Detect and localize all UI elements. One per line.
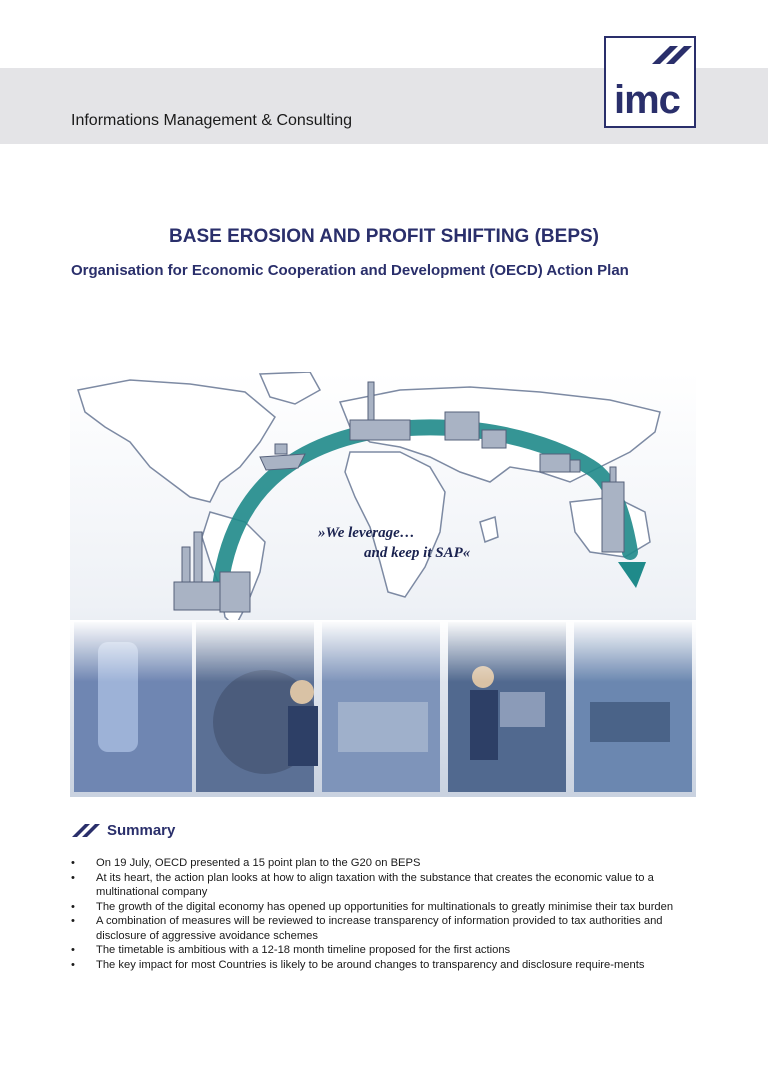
- summary-slash-icon: [72, 822, 100, 838]
- slogan: [318, 523, 470, 563]
- summary-list: [71, 856, 681, 972]
- list-item: • A combination of measures will be reviewed to increase transparency of information provided to tax authorities and disclosure of aggressive avoidance schemes: [71, 914, 681, 943]
- summary-heading: Summary: [107, 822, 176, 839]
- list-item: • On 19 July, OECD presented a 15 point plan to the G20 on BEPS: [71, 856, 681, 871]
- list-item: • At its heart, the action plan looks at how to align taxation with the substance that creates the economic value to a multinational company: [71, 871, 681, 900]
- imc-logo: [604, 36, 696, 128]
- list-item: • The growth of the digital economy has opened up opportunities for multinationals to greatly minimise their tax burden: [71, 900, 681, 915]
- logo-text: imc: [614, 78, 680, 122]
- photo-strip: [70, 620, 696, 797]
- list-item: • The key impact for most Countries is likely to be around changes to transparency and disclosure require-ments: [71, 958, 681, 973]
- slogan-line-2: and keep it SAP«: [364, 545, 471, 561]
- list-item: • The timetable is ambitious with a 12-18 month timeline proposed for the first actions: [71, 943, 681, 958]
- hero-illustration: [70, 372, 696, 797]
- slogan-line-1: »We leverage…: [318, 525, 415, 541]
- document-title: BASE EROSION AND PROFIT SHIFTING (BEPS): [169, 226, 599, 247]
- header-tagline: Informations Management & Consulting: [71, 112, 353, 129]
- document-subtitle: Organisation for Economic Cooperation and Development (OECD) Action Plan: [71, 262, 629, 279]
